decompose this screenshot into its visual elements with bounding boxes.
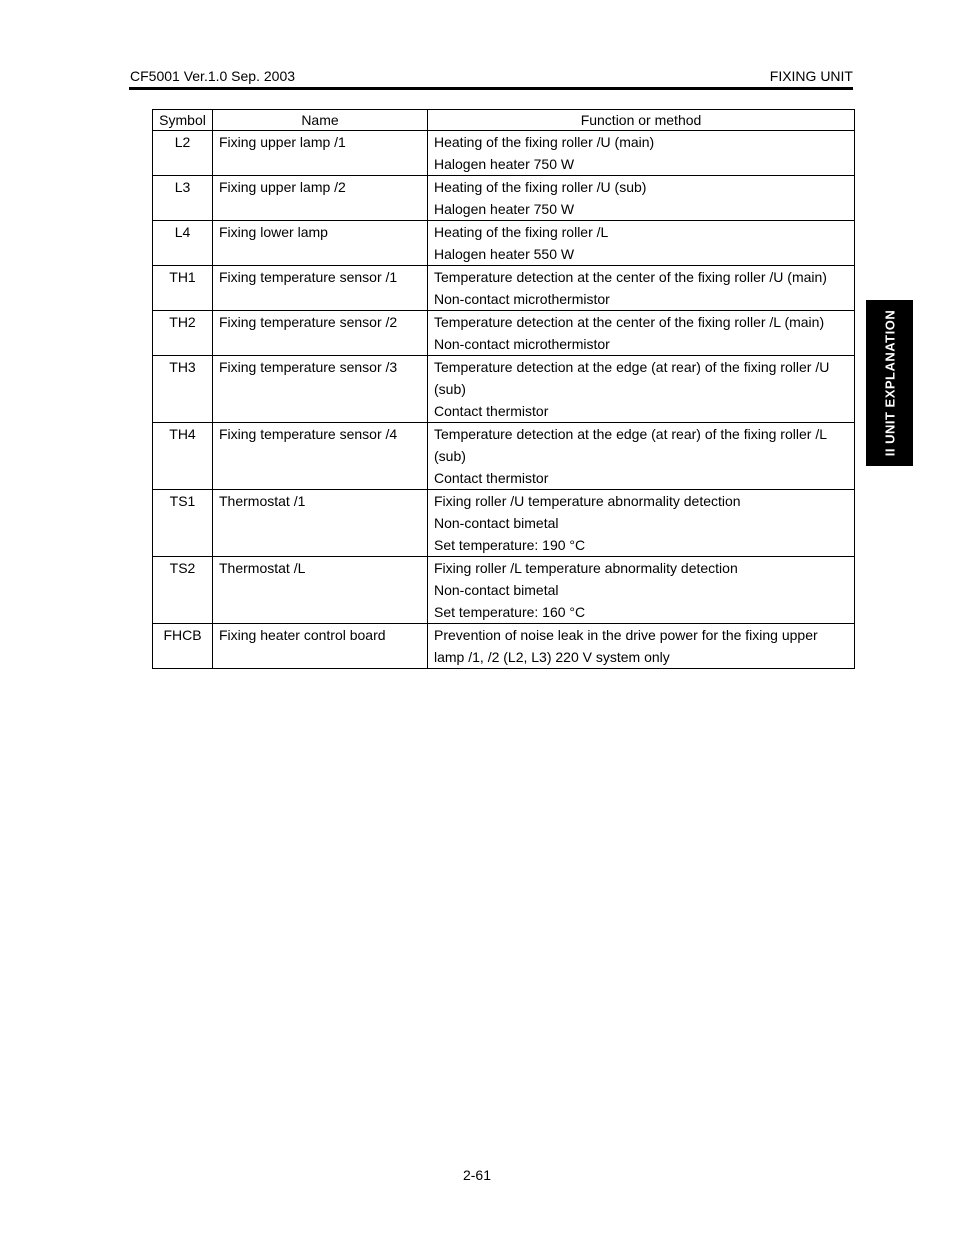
table-row xyxy=(153,557,855,624)
function-cell xyxy=(428,624,855,669)
function-line: Prevention of noise leak in the drive power for the fixing upper xyxy=(434,627,818,643)
function-line: Heating of the fixing roller /L xyxy=(434,224,609,240)
function-cell xyxy=(428,423,855,490)
function-line: (sub) xyxy=(434,448,466,464)
table-row xyxy=(153,176,855,221)
header-section-title: FIXING UNIT xyxy=(769,68,853,84)
name-cell: Fixing temperature sensor /3 xyxy=(213,356,428,423)
function-line: Halogen heater 750 W xyxy=(434,201,575,217)
function-line: Fixing roller /L temperature abnormality detection xyxy=(434,560,738,576)
table-row xyxy=(153,490,855,557)
name-cell: Fixing temperature sensor /2 xyxy=(213,311,428,356)
name-cell: Fixing lower lamp xyxy=(213,221,428,266)
function-line: Temperature detection at the edge (at rear) of the fixing roller /U xyxy=(434,359,830,375)
name-cell: Fixing temperature sensor /4 xyxy=(213,423,428,490)
name-cell: Fixing upper lamp /1 xyxy=(213,131,428,176)
function-line: Set temperature: 190 °C xyxy=(434,537,586,553)
table-row xyxy=(153,624,855,669)
table-row xyxy=(153,311,855,356)
chapter-tab xyxy=(866,300,913,466)
function-line: Non-contact bimetal xyxy=(434,515,559,531)
name-cell: Thermostat /1 xyxy=(213,490,428,557)
symbol-cell: L4 xyxy=(153,221,213,266)
column-header-symbol: Symbol xyxy=(153,110,213,131)
header-document-id: CF5001 Ver.1.0 Sep. 2003 xyxy=(130,68,296,84)
function-line: Heating of the fixing roller /U (main) xyxy=(434,134,655,150)
function-cell xyxy=(428,557,855,624)
table-row xyxy=(153,221,855,266)
table-header-row xyxy=(153,110,855,131)
function-line: Halogen heater 550 W xyxy=(434,246,575,262)
symbol-cell: TS2 xyxy=(153,557,213,624)
function-cell xyxy=(428,176,855,221)
symbol-cell: L2 xyxy=(153,131,213,176)
column-header-name: Name xyxy=(213,110,428,131)
function-line: Contact thermistor xyxy=(434,470,549,486)
function-line: Temperature detection at the center of the fixing roller /U (main) xyxy=(434,269,827,285)
function-line: Temperature detection at the edge (at rear) of the fixing roller /L xyxy=(434,426,827,442)
chapter-tab-label: II UNIT EXPLANATION xyxy=(882,309,897,457)
function-cell xyxy=(428,311,855,356)
table-row xyxy=(153,423,855,490)
function-line: Temperature detection at the center of the fixing roller /L (main) xyxy=(434,314,825,330)
page-number: 2-61 xyxy=(462,1167,492,1183)
column-header-function: Function or method xyxy=(428,110,855,131)
function-line: Halogen heater 750 W xyxy=(434,156,575,172)
name-cell: Fixing upper lamp /2 xyxy=(213,176,428,221)
table-row xyxy=(153,131,855,176)
function-line: Non-contact bimetal xyxy=(434,582,559,598)
function-cell xyxy=(428,221,855,266)
function-line: Non-contact microthermistor xyxy=(434,291,610,307)
function-line: (sub) xyxy=(434,381,466,397)
function-cell xyxy=(428,266,855,311)
function-cell xyxy=(428,131,855,176)
header-divider xyxy=(129,87,853,90)
function-line: Contact thermistor xyxy=(434,403,549,419)
function-line: Fixing roller /U temperature abnormality detection xyxy=(434,493,741,509)
symbol-cell: FHCB xyxy=(153,624,213,669)
table-row xyxy=(153,356,855,423)
symbol-cell: TH4 xyxy=(153,423,213,490)
function-cell xyxy=(428,490,855,557)
symbol-cell: TH1 xyxy=(153,266,213,311)
function-line: Heating of the fixing roller /U (sub) xyxy=(434,179,647,195)
symbol-cell: TS1 xyxy=(153,490,213,557)
symbol-cell: TH2 xyxy=(153,311,213,356)
table-row xyxy=(153,266,855,311)
component-table xyxy=(152,109,855,669)
name-cell: Thermostat /L xyxy=(213,557,428,624)
function-cell xyxy=(428,356,855,423)
name-cell: Fixing heater control board xyxy=(213,624,428,669)
function-line: lamp /1, /2 (L2, L3) 220 V system only xyxy=(434,649,670,665)
function-line: Non-contact microthermistor xyxy=(434,336,610,352)
symbol-cell: L3 xyxy=(153,176,213,221)
name-cell: Fixing temperature sensor /1 xyxy=(213,266,428,311)
symbol-cell: TH3 xyxy=(153,356,213,423)
function-line: Set temperature: 160 °C xyxy=(434,604,586,620)
